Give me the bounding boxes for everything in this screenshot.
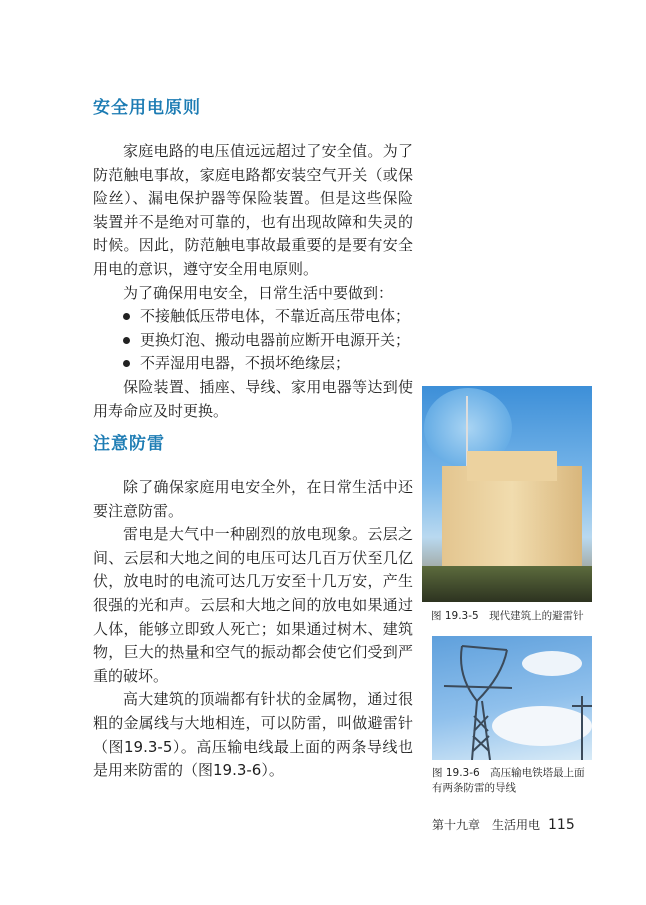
figure-power-tower: [432, 636, 592, 760]
figure-caption: 图 19.3-6 高压输电铁塔最上面有两条防雷的导线: [432, 767, 585, 794]
section-safe-electricity: [93, 93, 413, 423]
paragraph: 除了确保家庭用电安全外，在日常生活中还要注意防雷。: [93, 478, 413, 520]
bullet-item: 不弄湿用电器，不损坏绝缘层；: [93, 352, 413, 376]
page-number: 115: [548, 817, 575, 833]
bullet-icon: [123, 360, 130, 367]
figure-building-lightning-rod: [422, 386, 592, 602]
bullet-item: 更换灯泡、搬动电器前应断开电源开关；: [93, 329, 413, 353]
paragraph: 家庭电路的电压值远远超过了安全值。为了防范触电事故，家庭电路都安装空气开关（或保险丝）、漏电保护器等保险装置。但是这些保险装置并不是绝对可靠的，也有出现故障和失灵的时候。因此，防范触电事故最重要的是要有安全用电的意识，遵守安全用电原则。: [93, 142, 413, 278]
paragraph: 为了确保用电安全，日常生活中要做到：: [123, 283, 394, 302]
bullet-icon: [123, 313, 130, 320]
bullet-item: 不接触低压带电体，不靠近高压带电体；: [93, 305, 413, 329]
paragraph: 高大建筑的顶端都有针状的金属物，通过很粗的金属线与大地相连，可以防雷，叫做避雷针（图19.3-5）。高压输电线最上面的两条导线也是用来防雷的（图19.3-6）。: [93, 690, 413, 780]
section-heading: 注意防雷: [93, 434, 165, 454]
bullet-icon: [123, 337, 130, 344]
page-footer: [432, 816, 575, 833]
figure-caption: 图 19.3-5 现代建筑上的避雷针: [431, 610, 584, 622]
bullet-item: 保险装置、插座、导线、家用电器等达到使用寿命应及时更换。: [93, 377, 413, 420]
paragraph: 雷电是大气中一种剧烈的放电现象。云层之间、云层和大地之间的电压可达几百万伏至几亿伏，放电时的电流可达几万安至十几万安，产生很强的光和声。云层和大地之间的放电如果通过人体，能够立即致人死亡；如果通过树木、建筑物，巨大的热量和空气的振动都会使它们受到严重的破坏。: [93, 525, 413, 685]
section-lightning: [93, 429, 413, 783]
section-heading: 安全用电原则: [93, 98, 201, 118]
chapter-title: 第十九章 生活用电: [432, 818, 541, 832]
